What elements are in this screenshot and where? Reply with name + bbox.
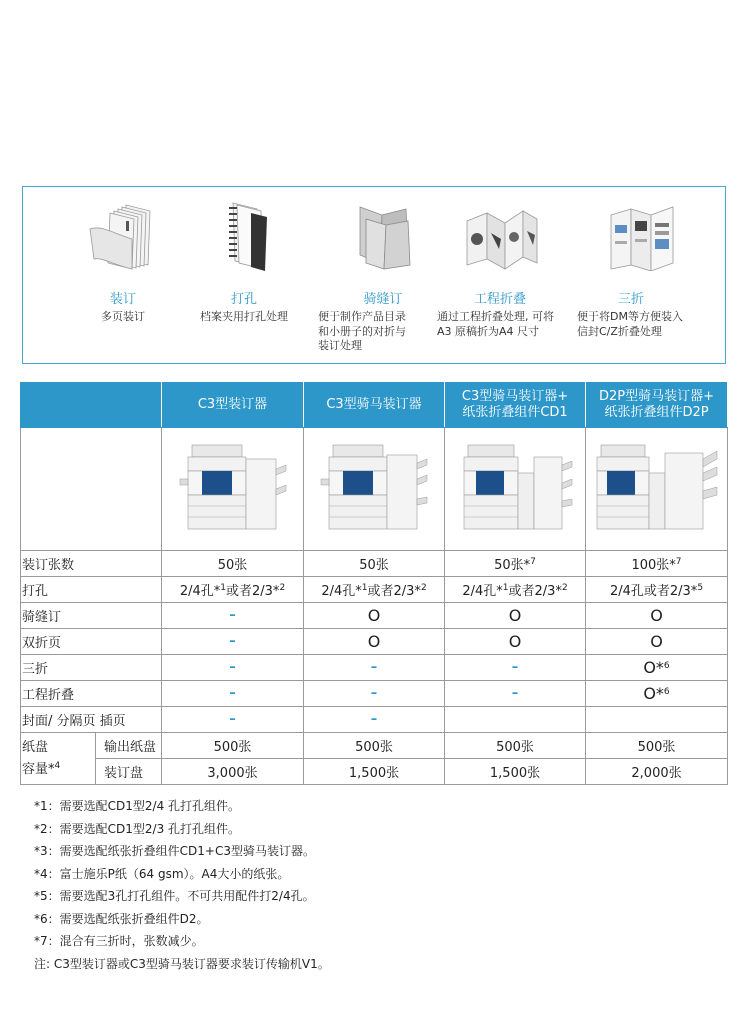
table-row (21, 551, 728, 577)
product-image-cell (445, 428, 586, 551)
table-cell: – (162, 655, 304, 681)
table-cell: 1,500张 (445, 759, 586, 785)
table-row (21, 707, 728, 733)
stacked-pages-icon (86, 199, 160, 271)
table-cell: 50张 (162, 551, 304, 577)
table-cell: – (445, 655, 586, 681)
table-row (21, 655, 728, 681)
footnote: *5：需要选配3孔打孔组件。不可共用配件打2/4孔。 (34, 889, 315, 903)
column-header: C3型骑马装订器+ 纸张折叠组件CD1 (445, 382, 586, 428)
column-header: C3型骑马装订器 (304, 382, 445, 428)
feature-title: 打孔 (230, 292, 257, 307)
table-cell: – (162, 707, 304, 733)
feature-desc: 档案夹用打孔处理 (200, 310, 288, 323)
table-cell (445, 707, 586, 733)
table-cell: 50张*$^7$ (445, 551, 586, 577)
table-row (21, 629, 728, 655)
row-label-tray-capacity: 纸盘 容量*$^4$ (21, 733, 96, 785)
product-image-cell (586, 428, 728, 551)
table-row (21, 759, 728, 785)
printer-finisher-image (595, 439, 719, 535)
table-cell: 500张 (304, 733, 445, 759)
row-label: 打孔 (21, 577, 162, 603)
table-cell: O (304, 629, 445, 655)
printer-finisher-image (319, 439, 429, 535)
feature-desc: 多页装订 (101, 310, 145, 323)
table-cell: – (304, 707, 445, 733)
table-cell: O (586, 629, 728, 655)
table-row (21, 681, 728, 707)
table-cell: O (586, 603, 728, 629)
table-cell: – (162, 603, 304, 629)
table-cell: O (445, 603, 586, 629)
punched-binder-icon (207, 199, 281, 271)
table-cell: O*$^6$ (586, 655, 728, 681)
z-fold-drawing-icon (465, 199, 539, 271)
feature-desc: 便于将DM等方便装入 信封C/Z折叠处理 (577, 310, 683, 338)
feature-desc: 通过工程折叠处理, 可将 A3 原稿折为A4 尺寸 (437, 310, 554, 338)
feature-title: 三折 (617, 292, 644, 307)
row-label: 工程折叠 (21, 681, 162, 707)
table-cell: 500张 (586, 733, 728, 759)
printer-finisher-image (456, 439, 574, 535)
product-image-cell (304, 428, 445, 551)
table-cell: 500张 (162, 733, 304, 759)
finisher-comparison-table (20, 381, 728, 785)
table-cell: 2,000张 (586, 759, 728, 785)
table-cell: O (304, 603, 445, 629)
feature-tri-fold (577, 199, 707, 339)
footnote: *1：需要选配CD1型2/4 孔打孔组件。 (34, 799, 241, 813)
table-cell: 100张*$^7$ (586, 551, 728, 577)
row-label: 双折页 (21, 629, 162, 655)
table-cell: – (304, 681, 445, 707)
table-cell: 2/4孔*$^1$或者2/3*$^2$ (304, 577, 445, 603)
table-row (21, 577, 728, 603)
column-header: D2P型骑马装订器+ 纸张折叠组件D2P (586, 382, 728, 428)
feature-stapling (58, 199, 188, 325)
feature-engineering-fold (437, 199, 567, 339)
feature-saddle-stitch (318, 199, 448, 354)
table-cell: 2/4孔或者2/3*$^5$ (586, 577, 728, 603)
table-cell: O (445, 629, 586, 655)
row-label: 装订张数 (21, 551, 162, 577)
table-cell: 2/4孔*$^1$或者2/3*$^2$ (162, 577, 304, 603)
table-cell: 2/4孔*$^1$或者2/3*$^2$ (445, 577, 586, 603)
table-cell: 500张 (445, 733, 586, 759)
row-label: 封面/ 分隔页 插页 (21, 707, 162, 733)
footnote: *3：需要选配纸张折叠组件CD1+C3型骑马装订器。 (34, 844, 315, 858)
table-row (21, 603, 728, 629)
printer-finisher-image (178, 439, 288, 535)
footnote: 注: C3型装订器或C3型骑马装订器要求装订传输机V1。 (34, 956, 330, 971)
row-label: 三折 (21, 655, 162, 681)
table-cell: – (304, 655, 445, 681)
table-header-row (21, 382, 728, 428)
sub-row-label: 输出纸盘 (96, 733, 162, 759)
feature-punching (179, 199, 309, 325)
table-cell: – (162, 629, 304, 655)
row-label: 骑缝订 (21, 603, 162, 629)
feature-title: 工程折叠 (473, 292, 526, 307)
header-blank-cell (21, 382, 162, 428)
table-cell: 1,500张 (304, 759, 445, 785)
footnote: *4：富士施乐P纸（64 gsm）。A4大小的纸张。 (34, 866, 290, 881)
table-cell: – (162, 681, 304, 707)
column-header: C3型装订器 (162, 382, 304, 428)
product-image-cell (162, 428, 304, 551)
feature-title: 骑缝订 (363, 292, 403, 307)
tri-fold-leaflet-icon (605, 199, 679, 271)
table-cell: O*$^6$ (586, 681, 728, 707)
footnote: *2：需要选配CD1型2/3 孔打孔组件。 (34, 821, 241, 836)
footnotes (34, 795, 330, 975)
feature-desc: 便于制作产品目录 和小册子的对折与 装订处理 (318, 310, 406, 352)
table-cell: – (445, 681, 586, 707)
table-row (21, 733, 728, 759)
footnote: *7：混合有三折时，张数减少。 (34, 934, 204, 948)
footnote: *6：需要选配纸张折叠组件D2。 (34, 911, 209, 926)
product-image-row (21, 428, 728, 551)
table-cell: 50张 (304, 551, 445, 577)
table-cell: 3,000张 (162, 759, 304, 785)
table-cell (586, 707, 728, 733)
sub-row-label: 装订盘 (96, 759, 162, 785)
image-row-label-cell (21, 428, 162, 551)
feature-title: 装订 (109, 292, 136, 307)
folded-booklet-icon (346, 199, 420, 271)
feature-panel (22, 186, 726, 364)
